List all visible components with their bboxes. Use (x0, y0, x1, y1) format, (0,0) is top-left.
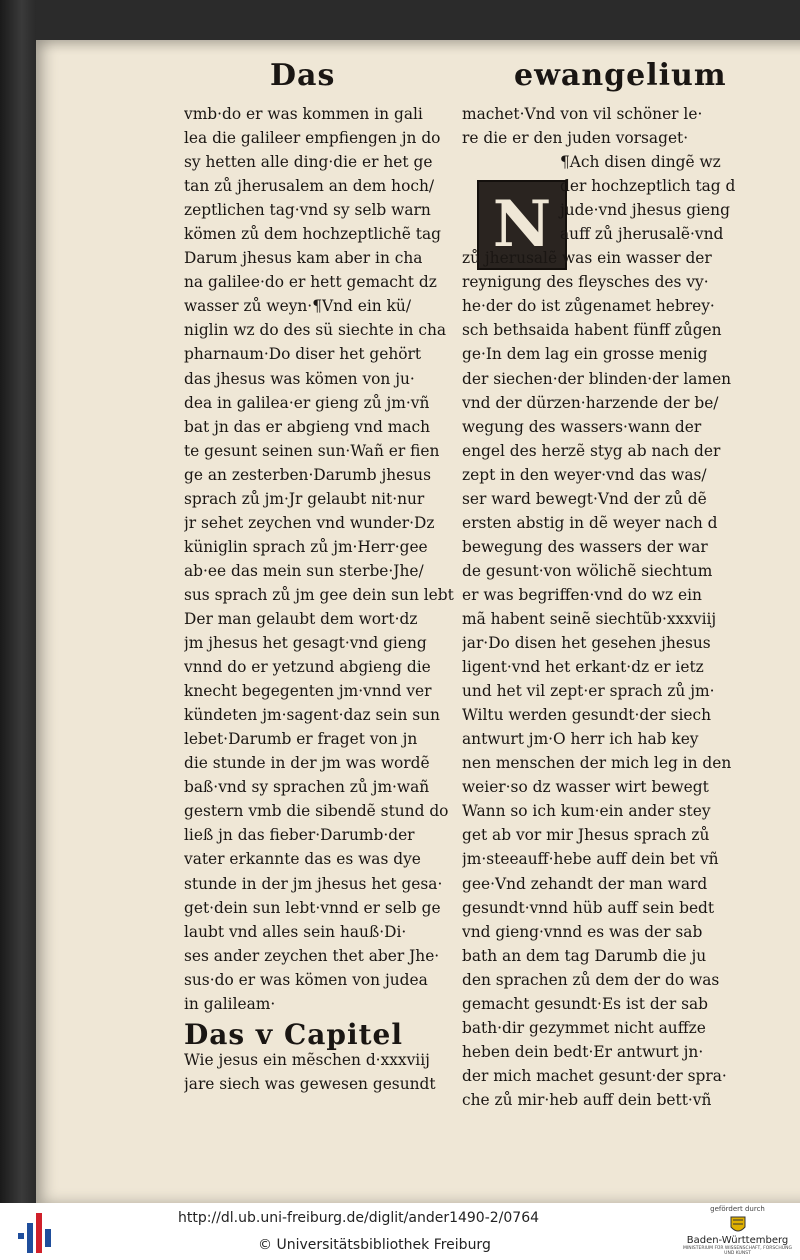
text-line: er was begriffen·vnd do wz ein (462, 585, 702, 604)
text-line: antwurt jm·O herr ich hab key (462, 730, 699, 749)
text-line: che zů mir·heb auff dein bett·vñ (462, 1090, 712, 1109)
text-line: lea die galileer empfiengen jn do (184, 129, 441, 148)
text-line: jar·Do disen het gesehen jhesus (462, 634, 711, 653)
text-line: in galileam· (184, 994, 276, 1013)
text-column-right (462, 102, 798, 1112)
text-line: ¶Ach disen dingẽ wz (560, 153, 721, 172)
decorated-initial: N (477, 180, 567, 270)
text-line: gesundt·vnnd hüb auff sein bedt (462, 898, 715, 917)
text-line: kömen zů dem hochzeptlichẽ tag (184, 225, 442, 244)
text-line: küniglin sprach zů jm·Herr·gee (184, 537, 428, 556)
sponsor-ministry: MINISTERIUM FÜR WISSENSCHAFT, FORSCHUNG UND KUNST (683, 1246, 792, 1256)
text-line: den sprachen zů dem der do was (462, 970, 720, 989)
chapter-summary-line: Wie jesus ein mẽschen d·xxxviij (184, 1050, 430, 1069)
text-line: gee·Vnd zehandt der man ward (462, 874, 708, 893)
text-line: heben dein bedt·Er antwurt jn· (462, 1042, 704, 1061)
text-line: jude·vnd jhesus gieng (560, 201, 730, 220)
text-line: jm jhesus het gesagt·vnd gieng (184, 634, 427, 653)
text-line: re die er den juden vorsaget· (462, 129, 689, 148)
text-line: ligent·vnd het erkant·dz er ietz (462, 658, 704, 677)
text-line: de gesunt·von wölichẽ siechtum (462, 561, 713, 580)
text-line: zů jherusalẽ was ein wasser der (462, 249, 712, 268)
text-line: und het vil zept·er sprach zů jm· (462, 682, 715, 701)
text-line: kündeten jm·sagent·daz sein sun (184, 706, 440, 725)
text-line: niglin wz do des sü siechte in cha (184, 321, 447, 340)
text-line: die stunde in der jm was wordẽ (184, 754, 430, 773)
text-line: knecht begegenten jm·vnnd ver (184, 682, 432, 701)
text-line: get·dein sun lebt·vnnd er selb ge (184, 898, 441, 917)
text-line: bath·dir gezymmet nicht auffze (462, 1018, 706, 1037)
text-line: jr sehet zeychen vnd wunder·Dz (184, 513, 435, 532)
text-line: zeptlichen tag·vnd sy selb warn (184, 201, 431, 220)
text-line: mã habent seinẽ siechtũb·xxxviij (462, 609, 717, 628)
text-line: zept in den weyer·vnd das was/ (462, 465, 707, 484)
viewer-footer (0, 1203, 800, 1260)
text-line: te gesunt seinen sun·Wañ er fien (184, 441, 440, 460)
text-line: gemacht gesundt·Es ist der sab (462, 994, 709, 1013)
text-line: laubt vnd alles sein hauß·Di· (184, 922, 407, 941)
text-line: ab·ee das mein sun sterbe·Jhe/ (184, 561, 424, 580)
text-line: engel des herzẽ styg ab nach der (462, 441, 721, 460)
sponsor-label: gefördert durch (710, 1205, 765, 1213)
text-line: vnd gieng·vnnd es was der sab (462, 922, 703, 941)
text-line: lebet·Darumb er fraget von jn (184, 730, 418, 749)
text-line: vnnd do er yetzund abgieng die (184, 658, 431, 677)
crest-icon (723, 1215, 753, 1235)
text-line: vater erkannte das es was dye (184, 850, 421, 869)
chapter-summary-line: jare siech was gewesen gesundt (184, 1074, 436, 1093)
text-line: gestern vmb die sibendẽ stund do (184, 802, 449, 821)
text-line: ersten abstig in dẽ weyer nach d (462, 513, 718, 532)
text-line: ließ jn das fieber·Darumb·der (184, 826, 415, 845)
sponsor-block (680, 1205, 795, 1260)
sponsor-name: Baden-Württemberg (686, 1235, 789, 1246)
text-line: na galilee·do er hett gemacht dz (184, 273, 437, 292)
text-line: Wann so ich kum·ein ander stey (462, 802, 711, 821)
text-line: Wiltu werden gesundt·der siech (462, 706, 712, 725)
text-line: pharnaum·Do diser het gehört (184, 345, 422, 364)
text-line: Darum jhesus kam aber in cha (184, 249, 423, 268)
text-line: auff zů jherusalẽ·vnd (560, 225, 724, 244)
text-line: bewegung des wassers der war (462, 537, 708, 556)
text-line: get ab vor mir Jhesus sprach zů (462, 826, 710, 845)
text-line: sus·do er was kömen von judea (184, 970, 428, 989)
text-line: der siechen·der blinden·der lamen (462, 369, 732, 388)
running-header-left: Das (270, 58, 336, 93)
chapter-heading: Das v Capitel (184, 1017, 403, 1051)
text-line: dea in galilea·er gieng zů jm·vñ (184, 393, 430, 412)
text-line: sprach zů jm·Jr gelaubt nit·nur (184, 489, 425, 508)
text-column-left (184, 102, 484, 1096)
book-spine (0, 0, 36, 1203)
text-line: nen menschen der mich leg in den (462, 754, 732, 773)
text-line: ge an zesterben·Darumb jhesus (184, 465, 431, 484)
text-line: stunde in der jm jhesus het gesa· (184, 874, 443, 893)
text-line: das jhesus was kömen von ju· (184, 369, 415, 388)
text-line: jm·steeauff·hebe auff dein bet vñ (462, 850, 719, 869)
text-line: ser ward bewegt·Vnd der zů dẽ (462, 489, 707, 508)
text-line: ses ander zeychen thet aber Jhe· (184, 946, 440, 965)
text-line: baß·vnd sy sprachen zů jm·wañ (184, 778, 430, 797)
text-line: ge·In dem lag ein grosse menig (462, 345, 708, 364)
text-line: bath an dem tag Darumb die ju (462, 946, 707, 965)
book-page (36, 40, 800, 1203)
text-line: he·der do ist zůgenamet hebrey· (462, 297, 715, 316)
text-line: wasser zů weyn·¶Vnd ein kü/ (184, 297, 412, 316)
text-line: wegung des wassers·wann der (462, 417, 702, 436)
text-line: tan zů jherusalem an dem hoch/ (184, 177, 435, 196)
text-line: sch bethsaida habent fünff zůgen (462, 321, 722, 340)
text-line: Der man gelaubt dem wort·dz (184, 609, 418, 628)
text-line: der hochzeptlich tag d (560, 177, 736, 196)
library-logo-icon (16, 1213, 56, 1253)
text-line: vmb·do er was kommen in gali (184, 105, 423, 123)
text-line: der mich machet gesunt·der spra· (462, 1066, 727, 1085)
text-line: machet·Vnd von vil schöner le· (462, 105, 703, 123)
text-line: sus sprach zů jm gee dein sun lebt (184, 585, 454, 604)
text-line: reynigung des fleysches des vy· (462, 273, 709, 292)
text-line: vnd der dürzen·harzende der be/ (462, 393, 719, 412)
running-header-right: ewangelium (514, 58, 727, 93)
copyright-notice: © Universitätsbibliothek Freiburg (258, 1237, 491, 1253)
document-url[interactable]: http://dl.ub.uni-freiburg.de/diglit/ander1490-2/0764 (178, 1210, 540, 1226)
text-line: sy hetten alle ding·die er het ge (184, 153, 433, 172)
text-line: weier·so dz wasser wirt bewegt (462, 778, 709, 797)
text-line: bat jn das er abgieng vnd mach (184, 417, 431, 436)
